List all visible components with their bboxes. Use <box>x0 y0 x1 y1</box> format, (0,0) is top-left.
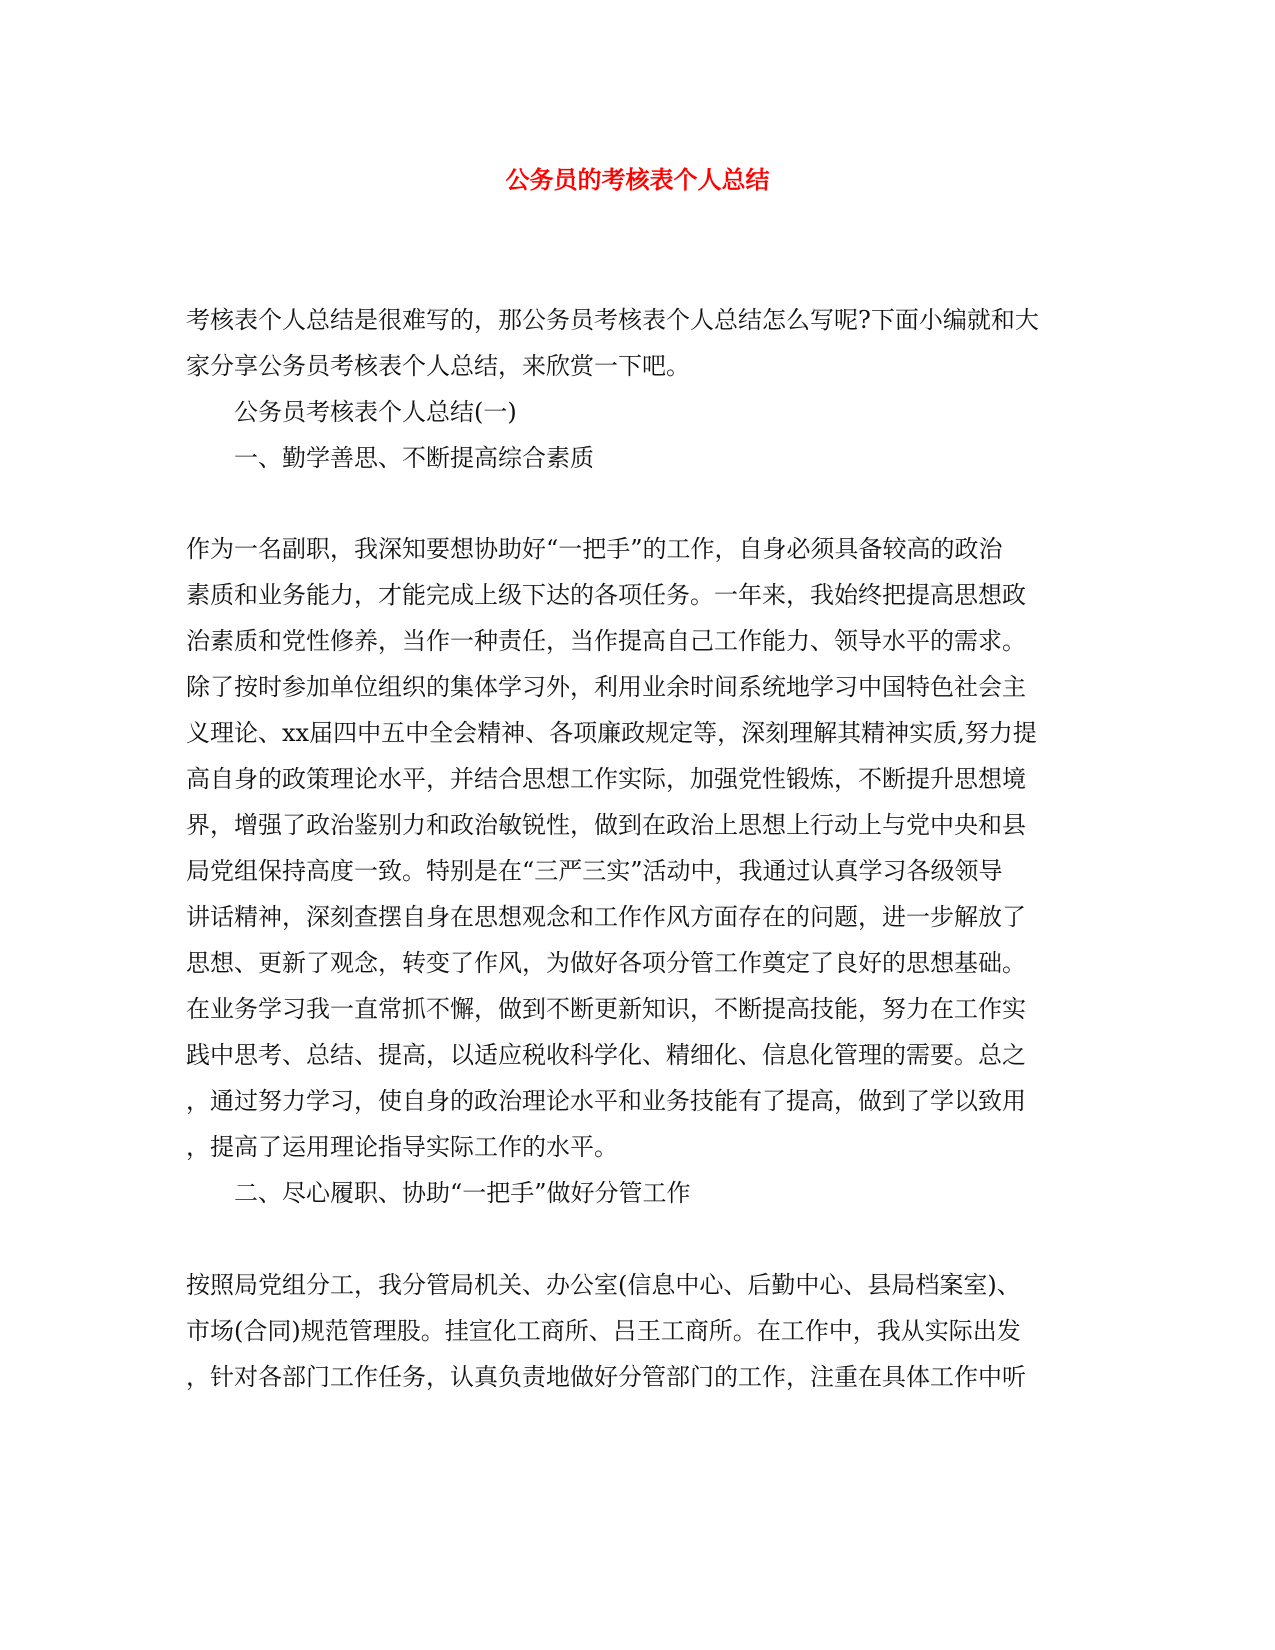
section2-heading: 二、尽心履职、协助“一把手”做好分管工作 <box>234 1179 691 1207</box>
document-title: 公务员的考核表个人总结 <box>505 165 770 194</box>
intro-line-2: 家分享公务员考核表个人总结，来欣赏一下吧。 <box>186 352 690 380</box>
section1-line-13: ，通过努力学习，使自身的政治理论水平和业务技能有了提高，做到了学以致用 <box>186 1087 1026 1115</box>
section1-heading: 一、勤学善思、不断提高综合素质 <box>234 444 594 472</box>
section1-line-3: 治素质和党性修养，当作一种责任，当作提高自己工作能力、领导水平的需求。 <box>186 627 1026 655</box>
section2-line-2: 市场(合同)规范管理股。挂宣化工商所、吕王工商所。在工作中，我从实际出发 <box>186 1317 1021 1345</box>
section1-line-5: 义理论、xx届四中五中全会精神、各项廉政规定等，深刻理解其精神实质,努力提 <box>186 719 1037 747</box>
section1-line-14: ，提高了运用理论指导实际工作的水平。 <box>186 1133 618 1161</box>
section2-line-3: ，针对各部门工作任务，认真负责地做好分管部门的工作，注重在具体工作中听 <box>186 1363 1026 1391</box>
section1-line-8: 局党组保持高度一致。特别是在“三严三实”活动中，我通过认真学习各级领导 <box>186 857 1003 885</box>
intro-line-1: 考核表个人总结是很难写的，那公务员考核表个人总结怎么写呢?下面小编就和大 <box>186 306 1039 334</box>
section1-line-9: 讲话精神，深刻查摆自身在思想观念和工作作风方面存在的问题，进一步解放了 <box>186 903 1026 931</box>
section1-line-2: 素质和业务能力，才能完成上级下达的各项任务。一年来，我始终把提高思想政 <box>186 581 1026 609</box>
section1-line-6: 高自身的政策理论水平，并结合思想工作实际，加强党性锻炼，不断提升思想境 <box>186 765 1026 793</box>
section1-line-10: 思想、更新了观念，转变了作风，为做好各项分管工作奠定了良好的思想基础。 <box>186 949 1026 977</box>
section1-line-12: 践中思考、总结、提高，以适应税收科学化、精细化、信息化管理的需要。总之 <box>186 1041 1026 1069</box>
section1-line-1: 作为一名副职，我深知要想协助好“一把手”的工作，自身必须具备较高的政治 <box>186 535 1003 563</box>
subtitle: 公务员考核表个人总结(一) <box>234 398 517 426</box>
section2-line-1: 按照局党组分工，我分管局机关、办公室(信息中心、后勤中心、县局档案室)、 <box>186 1271 1021 1299</box>
section1-line-4: 除了按时参加单位组织的集体学习外，利用业余时间系统地学习中国特色社会主 <box>186 673 1026 701</box>
section1-line-7: 界，增强了政治鉴别力和政治敏锐性，做到在政治上思想上行动上与党中央和县 <box>186 811 1026 839</box>
section1-line-11: 在业务学习我一直常抓不懈，做到不断更新知识，不断提高技能，努力在工作实 <box>186 995 1026 1023</box>
